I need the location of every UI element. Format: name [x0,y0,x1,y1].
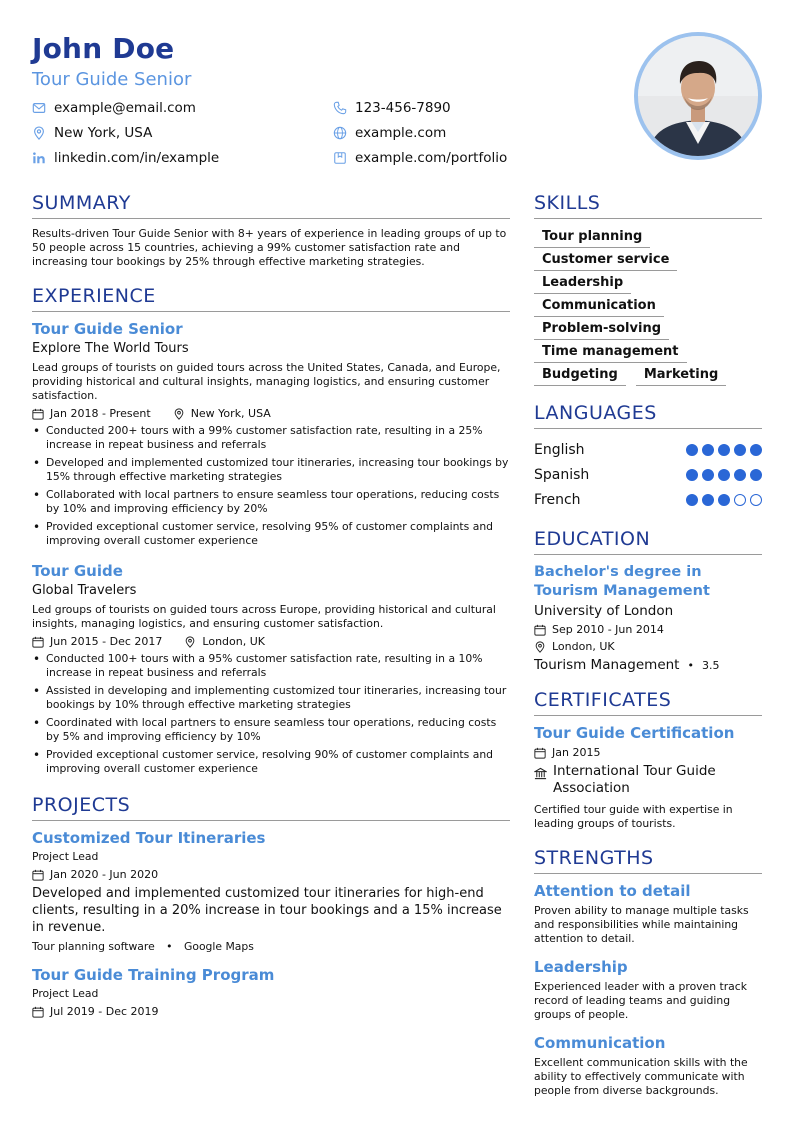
list-item: • Conducted 100+ tours with a 95% customer satisfaction rate, resulting in a 10% increase in repeat business and referrals [32,652,510,680]
skill-tag: Communication [534,296,664,317]
project-title: Tour Guide Training Program [32,966,275,984]
language-name: Spanish [534,466,590,483]
project-dates: Jul 2019 - Dec 2019 [50,1005,159,1018]
job-dates: Jun 2015 - Dec 2017 [50,635,163,648]
skill-tag: Time management [534,342,687,363]
contact-linkedin[interactable] [32,150,219,166]
languages-heading: LANGUAGES [534,402,762,429]
level-dot-empty [734,494,746,506]
level-dot-filled [686,444,698,456]
languages-list [534,437,762,512]
contact-portfolio[interactable] [333,150,507,166]
location-pin-icon [32,126,46,140]
project-description: Developed and implemented customized tour itineraries for high-end clients, resulting in a 20% increase in tour bookings and a 15% increase in revenue. [32,886,502,935]
language-row [534,437,762,462]
project-role: Project Lead [32,987,99,1000]
location-pin-icon [534,641,546,653]
strength-title: Attention to detail [534,882,691,900]
calendar-icon [32,636,44,648]
level-dot-filled [686,469,698,481]
contact-location [32,125,152,141]
language-row [534,462,762,487]
list-item: • Collaborated with local partners to ensure seamless tour operations, reducing costs by 10% and improving efficiency by 20% [32,488,510,516]
certificate-title: Tour Guide Certification [534,724,735,742]
portfolio-text: example.com/portfolio [355,150,508,166]
phone-icon [333,101,347,115]
language-row [534,487,762,512]
project-meta [32,868,510,881]
job-description: Led groups of tourists on guided tours across Europe, providing historical and cultural insights, managing logistics, and ensuring customer satisfaction. [32,603,496,630]
education-degree: Bachelor's degree in Tourism Management [534,564,710,599]
job-bullets [32,424,510,548]
strength-entry [534,882,762,946]
skill-tag: Leadership [534,273,631,294]
job-title: Tour Guide [32,562,123,580]
project-title: Customized Tour Itineraries [32,829,266,847]
list-item: • Provided exceptional customer service, resolving 90% of customer complaints and improving overall customer experience [32,748,510,776]
strength-title: Leadership [534,958,628,976]
list-item: • Provided exceptional customer service, resolving 95% of customer complaints and improving overall customer experience [32,520,510,548]
language-name: English [534,441,585,458]
certificate-issuer: International Tour Guide Association [553,763,716,796]
job-company: Global Travelers [32,583,137,598]
strength-entry [534,958,762,1022]
skill-tag: Budgeting [534,365,626,386]
level-dot-filled [702,494,714,506]
level-dot-filled [734,469,746,481]
job-meta [32,635,510,648]
email-text: example@email.com [54,100,196,116]
education-location-row [534,640,762,653]
language-level-dots [686,444,762,456]
summary-heading: SUMMARY [32,192,510,219]
level-dot-filled [718,469,730,481]
level-dot-filled [718,494,730,506]
right-column [534,192,762,1098]
contact-phone[interactable] [333,100,451,116]
education-field: Tourism Management [534,657,680,673]
left-column [32,192,510,1022]
education-heading: EDUCATION [534,528,762,555]
strength-title: Communication [534,1034,666,1052]
avatar [638,36,758,156]
project-tools: Tour planning software • Google Maps [32,940,254,953]
contact-website[interactable] [333,125,446,141]
portfolio-icon [333,151,347,165]
level-dot-empty [750,494,762,506]
skills-heading: SKILLS [534,192,762,219]
language-level-dots [686,494,762,506]
candidate-name: John Doe [32,32,175,65]
job-entry [32,320,510,548]
job-dates: Jan 2018 - Present [50,407,151,420]
education-field-row: Tourism Management • 3.5 [534,657,720,673]
experience-heading: EXPERIENCE [32,285,510,312]
level-dot-filled [734,444,746,456]
project-entry [32,966,510,1018]
language-level-dots [686,469,762,481]
list-item: • Conducted 200+ tours with a 99% customer satisfaction rate, resulting in a 25% increase in repeat business and referrals [32,424,510,452]
profile-photo [634,32,762,160]
project-tool: Google Maps [183,940,254,953]
education-entry [534,563,762,673]
education-location: London, UK [552,640,615,653]
certificate-date-row [534,746,762,759]
strength-entry [534,1034,762,1098]
candidate-title: Tour Guide Senior [32,69,192,90]
level-dot-filled [686,494,698,506]
location-pin-icon [184,636,196,648]
calendar-icon [534,747,546,759]
certificate-description: Certified tour guide with expertise in leading groups of tourists. [534,803,733,830]
project-tool: Tour planning software [32,940,155,953]
certificates-heading: CERTIFICATES [534,689,762,716]
list-item: • Assisted in developing and implementing customized tour itineraries, increasing tour bookings by 10% through effective marketing strategies [32,684,510,712]
education-dates-row [534,623,762,636]
job-entry [32,562,510,776]
projects-heading: PROJECTS [32,794,510,821]
list-item: • Coordinated with local partners to ensure seamless tour operations, reducing costs by 5% and improving efficiency by 10% [32,716,510,744]
calendar-icon [32,1006,44,1018]
language-name: French [534,491,581,508]
level-dot-filled [702,469,714,481]
level-dot-filled [702,444,714,456]
strength-text: Proven ability to manage multiple tasks and responsibilities while maintaining attention to detail. [534,904,749,945]
skill-tag: Tour planning [534,227,650,248]
website-text: example.com [355,125,447,141]
contact-email[interactable] [32,100,196,116]
linkedin-text: linkedin.com/in/example [54,150,220,166]
education-gpa: 3.5 [701,658,720,672]
project-entry [32,829,510,954]
list-item: • Developed and implemented customized tour itineraries, increasing tour bookings by 15% through effective marketing strategies [32,456,510,484]
job-meta [32,407,510,420]
level-dot-filled [750,469,762,481]
job-description: Lead groups of tourists on guided tours across the United States, Canada, and Europe, providing historical and cultural insights, managing logistics, and ensuring customer satisfaction. [32,361,501,402]
education-school: University of London [534,603,674,619]
strengths-heading: STRENGTHS [534,847,762,874]
project-meta [32,1005,510,1018]
skill-tag: Problem-solving [534,319,669,340]
skill-tag: Marketing [636,365,726,386]
phone-text: 123-456-7890 [355,100,451,116]
job-bullets [32,652,510,776]
globe-icon [333,126,347,140]
skills-list [534,227,762,386]
project-dates: Jan 2020 - Jun 2020 [50,868,159,881]
location-pin-icon [173,408,185,420]
strength-text: Experienced leader with a proven track record of leading teams and guiding groups of people. [534,980,747,1021]
project-role: Project Lead [32,850,99,863]
strength-text: Excellent communication skills with the ability to effectively communicate with people from diverse backgrounds. [534,1056,748,1097]
certificate-entry [534,724,762,831]
level-dot-filled [750,444,762,456]
summary-text: Results-driven Tour Guide Senior with 8+ years of experience in leading groups of up to 50 people across 15 countries, achieving a 99% customer satisfaction rate and increasing tour bookings by 25% through effective marketing strategies. [32,227,507,268]
level-dot-filled [718,444,730,456]
job-title: Tour Guide Senior [32,320,183,338]
building-icon [534,767,547,780]
job-location: New York, USA [190,407,271,420]
envelope-icon [32,101,46,115]
certificate-date: Jan 2015 [552,746,601,759]
calendar-icon [32,408,44,420]
job-location: London, UK [202,635,266,648]
location-text: New York, USA [54,125,153,141]
education-dates: Sep 2010 - Jun 2014 [552,623,664,636]
skill-tag: Customer service [534,250,677,271]
job-company: Explore The World Tours [32,341,189,356]
linkedin-icon [32,151,46,165]
calendar-icon [32,869,44,881]
calendar-icon [534,624,546,636]
certificate-issuer-row [534,763,762,797]
